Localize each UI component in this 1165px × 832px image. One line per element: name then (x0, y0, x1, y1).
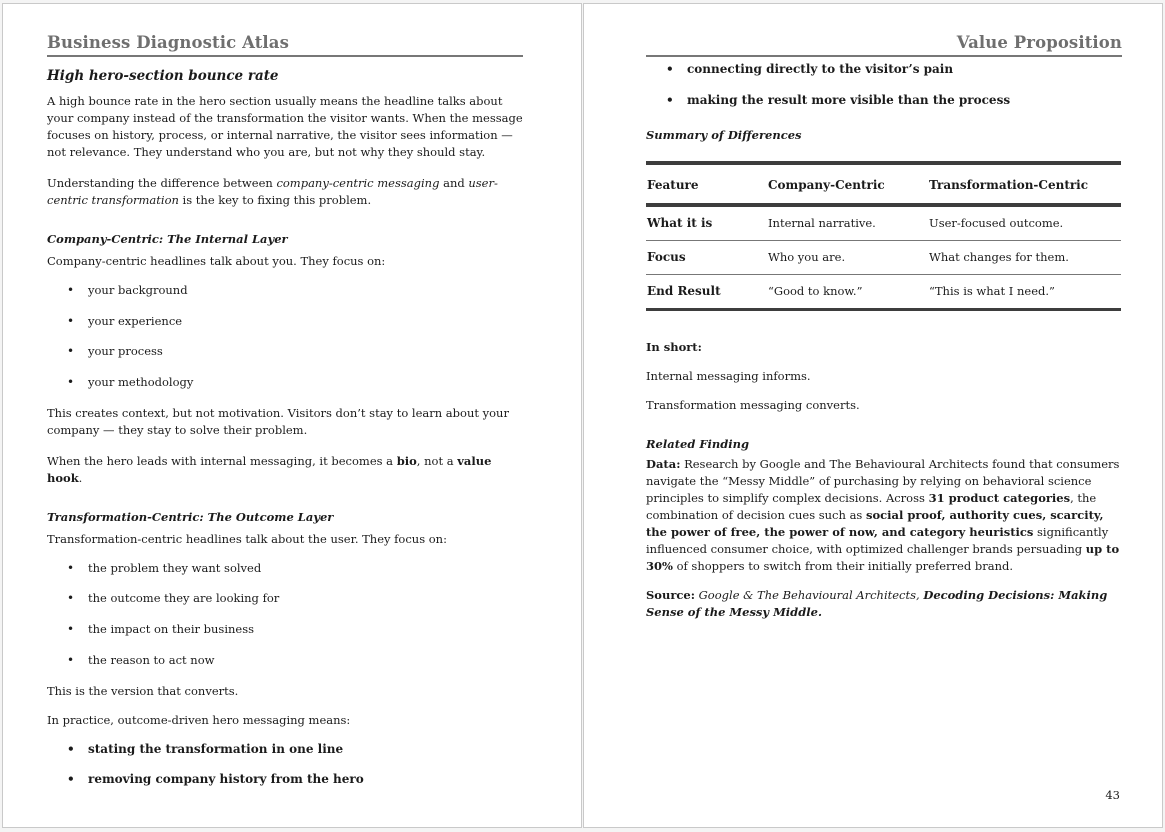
text-run: and (439, 176, 469, 190)
source-citation (646, 587, 1122, 621)
emphasis-company-centric: company-centric messaging (276, 176, 440, 190)
text-run: , the combination of decision cues such as (646, 490, 1097, 522)
table-cell: “Good to know.” (768, 284, 863, 299)
list-item: • your methodology (47, 374, 523, 391)
company-centric-list (47, 282, 523, 391)
text-run: , not a (416, 453, 458, 468)
list-item: • stating the transformation in one line (47, 741, 523, 758)
table-cell: Internal narrative. (767, 205, 928, 241)
related-finding-data (646, 456, 1122, 575)
text-run: . (78, 470, 83, 485)
list-item: • making the result more visible than the process (646, 92, 1122, 109)
transformation-centric-list (47, 560, 523, 669)
bold-run: social proof, authority cues, scarcity, the power of free, the power of now, and category heuristics (646, 507, 1104, 539)
page-number: 43 (1105, 788, 1120, 802)
summary-heading: Summary of Differences (646, 127, 802, 142)
bio-paragraph (47, 453, 523, 487)
source-label: Source: (646, 587, 695, 602)
practice-list (47, 741, 523, 789)
converts-line: This is the version that converts. (47, 683, 239, 698)
bold-bio: bio (396, 453, 417, 468)
list-item: • the impact on their business (47, 621, 523, 638)
source-title: Decoding Decisions: Making Sense of the Messy Middle. (646, 587, 1108, 619)
list-item: • removing company history from the hero (47, 771, 523, 788)
list-item: • the reason to act now (47, 652, 523, 669)
left-page (2, 3, 582, 828)
section-title: High hero-section bounce rate (47, 68, 279, 84)
differences-table (646, 161, 1121, 311)
row-label: End Result (647, 284, 721, 299)
row-label: What it is (646, 205, 767, 241)
running-head-left: Business Diagnostic Atlas (47, 32, 523, 57)
table-cell: What changes for them. (928, 240, 1121, 274)
transformation-centric-lead: Transformation-centric headlines talk about the user. They focus on: (47, 531, 447, 546)
left-page-content (47, 32, 523, 802)
bold-label: In short: (646, 339, 702, 354)
bold-run: 31 product categories (928, 490, 1071, 505)
row-label: Focus (646, 240, 767, 274)
in-short-line-2: Transformation messaging converts. (646, 397, 860, 412)
related-finding-heading: Related Finding (646, 436, 750, 451)
company-centric-after: This creates context, but not motivation. Visitors don’t stay to learn about your company — they stay to solve their problem. (47, 405, 509, 437)
data-label: Data: (646, 456, 681, 471)
table-cell: Who you are. (767, 240, 928, 274)
bold-run: up to 30% (646, 541, 1120, 573)
list-item: • your process (47, 343, 523, 360)
table-header-row (646, 163, 1121, 205)
intro-paragraph: A high bounce rate in the hero section usually means the headline talks about your company instead of the transformation the visitor wants. When the message focuses on history, process, or internal narrative, the visitor sees information — not relevance. They understand who you are, but not why they should stay. (47, 94, 523, 159)
table-cell: User-focused outcome. (928, 205, 1121, 241)
in-short-line-1: Internal messaging informs. (646, 368, 811, 383)
emphasis-user-centric: user-centric transformation (47, 176, 498, 207)
running-head-right: Value Proposition (646, 32, 1122, 57)
text-run: of shoppers to switch from their initially preferred brand. (672, 558, 1014, 573)
right-page (583, 3, 1163, 828)
text-run: significantly influenced consumer choice, with optimized challenger brands persuading (646, 524, 1109, 556)
subheading-transformation-centric: Transformation-Centric: The Outcome Layer (47, 509, 334, 524)
list-item: • your background (47, 282, 523, 299)
practice-lead: In practice, outcome-driven hero messaging means: (47, 712, 351, 727)
right-page-content (646, 32, 1122, 635)
column-header: Transformation-Centric (928, 163, 1121, 205)
bold-value-hook: value hook (47, 453, 492, 485)
text-run: When the hero leads with internal messaging, it becomes a (47, 453, 397, 468)
text-run: is the key to fixing this problem. (178, 193, 372, 207)
text-run: Research by Google and The Behavioural Architects found that consumers navigate the “Messy Middle” of purchasing by relying on behavioral science principles to simplify complex decisions. Across (646, 456, 1120, 505)
intro-paragraph-2 (47, 175, 523, 209)
table-row (646, 240, 1121, 274)
in-short-label (646, 339, 1122, 356)
column-header: Company-Centric (767, 163, 928, 205)
practice-list-continued (646, 61, 1122, 109)
text-run: Understanding the difference between (47, 176, 277, 190)
list-item: • your experience (47, 313, 523, 330)
table-row (646, 205, 1121, 241)
source-italic: Google & The Behavioural Architects, (694, 587, 924, 602)
list-item: • the outcome they are looking for (47, 590, 523, 607)
list-item: • connecting directly to the visitor’s pain (646, 61, 1122, 78)
subheading-company-centric: Company-Centric: The Internal Layer (47, 232, 288, 246)
company-centric-lead: Company-centric headlines talk about you. They focus on: (47, 254, 386, 268)
table-row (646, 274, 1121, 309)
list-item: • the problem they want solved (47, 560, 523, 577)
table-cell: “This is what I need.” (929, 284, 1055, 299)
column-header: Feature (646, 163, 767, 205)
